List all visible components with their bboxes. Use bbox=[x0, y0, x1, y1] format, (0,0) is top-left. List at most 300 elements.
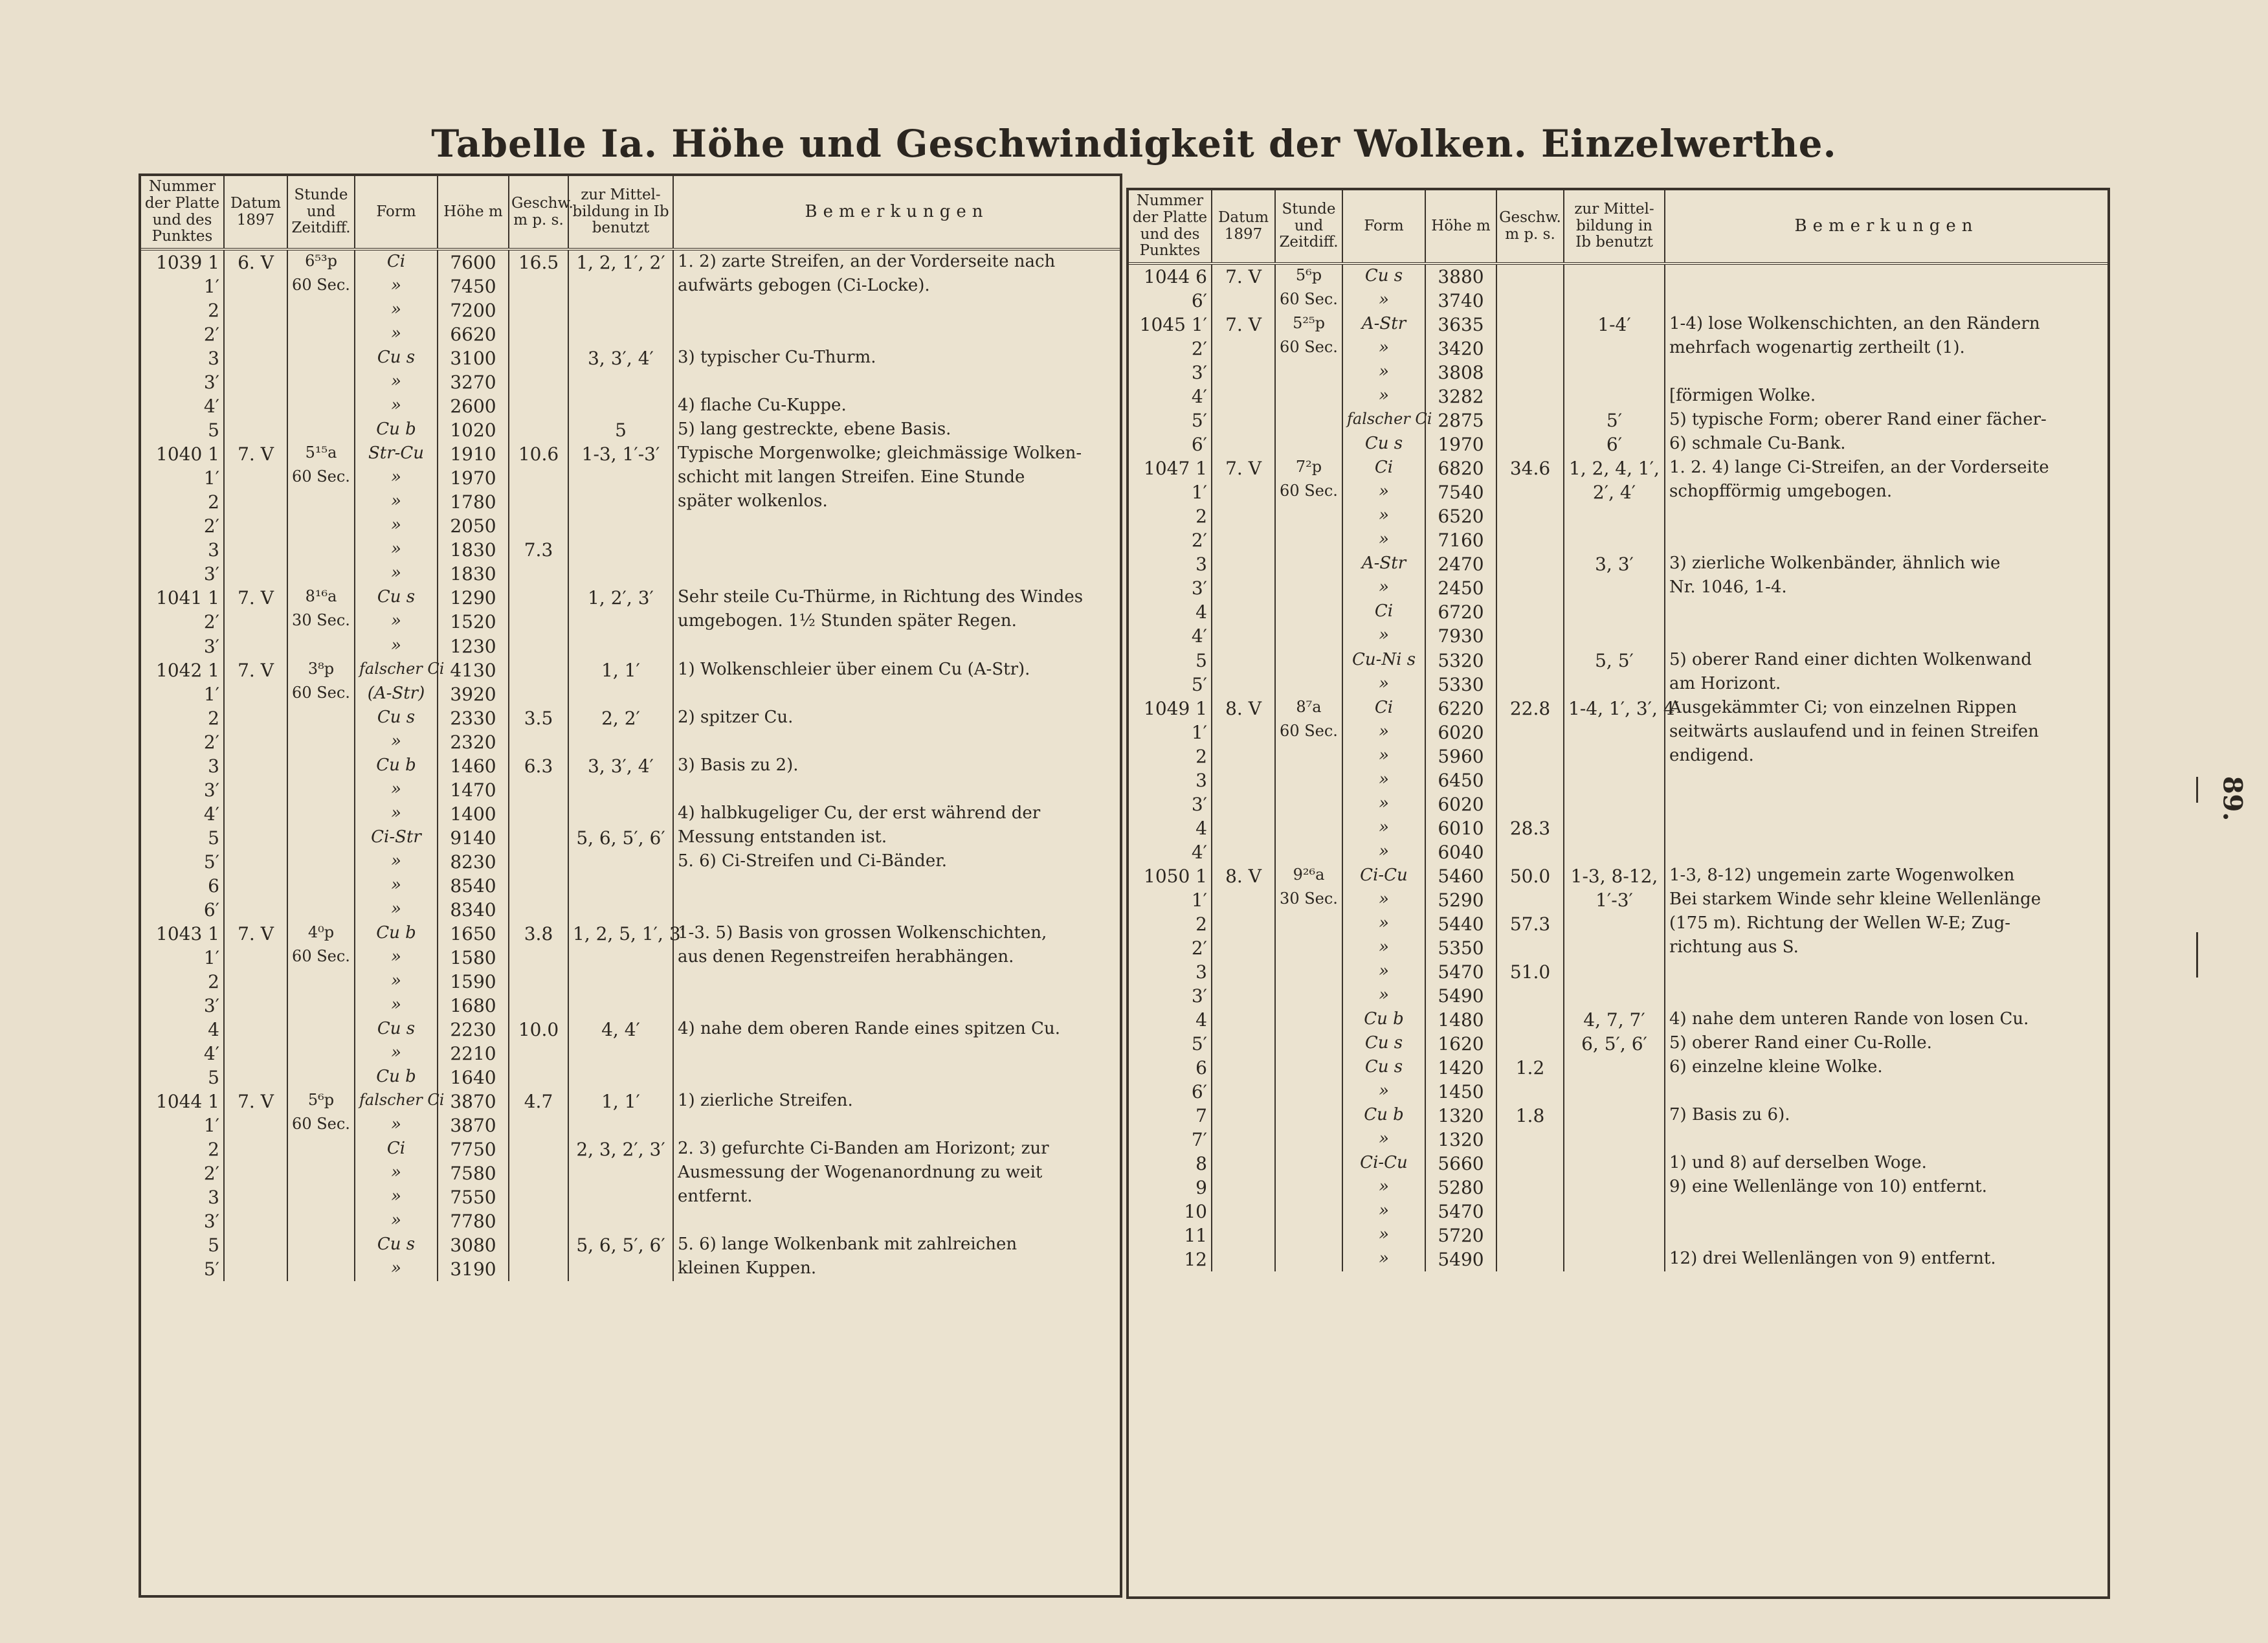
cell-bemerkungen bbox=[673, 562, 1120, 586]
cell-hoehe: 1470 bbox=[438, 778, 509, 802]
table-row bbox=[1129, 1008, 2107, 1032]
cell-hoehe: 2230 bbox=[438, 1018, 509, 1042]
table-row bbox=[141, 634, 1120, 658]
table-row bbox=[141, 898, 1120, 922]
cell-bemerkungen: 5) lang gestreckte, ebene Basis. bbox=[678, 419, 951, 440]
cell-bemerkungen bbox=[1665, 600, 2107, 624]
cell-form: Ci-Str bbox=[355, 826, 438, 850]
table-row bbox=[141, 466, 1120, 490]
cell-datum bbox=[1212, 432, 1275, 456]
cell-form: » bbox=[1342, 721, 1425, 744]
cell-stunde bbox=[1275, 673, 1342, 697]
cell-geschw bbox=[1496, 408, 1564, 432]
table-row bbox=[1129, 960, 2107, 984]
cell-datum bbox=[1212, 984, 1275, 1008]
table-row bbox=[141, 706, 1120, 730]
cell-stunde bbox=[1275, 576, 1342, 600]
cell-mittel: 5 bbox=[568, 418, 673, 442]
cell-datum bbox=[224, 514, 287, 538]
cell-mittel: 1-4, 1′, 3′, 4′ bbox=[1564, 697, 1665, 721]
header-nummer: Nummer der Platte und des Punktes bbox=[1129, 190, 1212, 263]
table-row bbox=[1129, 408, 2107, 432]
cell-mittel: 5′ bbox=[1564, 408, 1665, 432]
cell-geschw bbox=[1496, 840, 1564, 864]
cell-form: » bbox=[355, 562, 438, 586]
cell-bemerkungen: kleinen Kuppen. bbox=[678, 1258, 817, 1279]
cell-bemerkungen: Ausgekämmter Ci; von einzelnen Rippen bbox=[1669, 697, 2017, 717]
cell-form: Ci bbox=[355, 1137, 438, 1161]
table-row bbox=[1129, 1128, 2107, 1152]
cell-form: » bbox=[355, 970, 438, 994]
cell-mittel: 1-3, 1′-3′ bbox=[568, 442, 673, 466]
cell-nummer: 3′ bbox=[141, 634, 224, 658]
table-row bbox=[141, 970, 1120, 994]
table-row bbox=[1129, 792, 2107, 816]
cell-hoehe: 3080 bbox=[438, 1233, 509, 1257]
header-mittel: zur Mittel-bildung in Ib benutzt bbox=[1564, 190, 1665, 263]
cell-mittel: 5, 6, 5′, 6′ bbox=[568, 1233, 673, 1257]
cell-hoehe: 3870 bbox=[438, 1090, 509, 1113]
cell-mittel bbox=[568, 778, 673, 802]
cell-hoehe: 1320 bbox=[1425, 1104, 1496, 1128]
cell-geschw bbox=[1496, 576, 1564, 600]
cell-geschw: 3.8 bbox=[509, 922, 568, 946]
cell-bemerkungen bbox=[1665, 984, 2107, 1008]
table-row bbox=[1129, 1152, 2107, 1176]
table-row bbox=[141, 1042, 1120, 1066]
cell-geschw: 16.5 bbox=[509, 249, 568, 274]
cell-stunde bbox=[1275, 1247, 1342, 1271]
header-form: Form bbox=[355, 176, 438, 249]
cell-form: Cu s bbox=[355, 346, 438, 370]
cell-hoehe: 5460 bbox=[1425, 864, 1496, 888]
cell-geschw bbox=[1496, 385, 1564, 408]
cell-stunde bbox=[1275, 1008, 1342, 1032]
cell-form: Cu b bbox=[1342, 1104, 1425, 1128]
cell-nummer: 10 bbox=[1129, 1200, 1212, 1224]
cell-nummer: 3′ bbox=[1129, 984, 1212, 1008]
cell-mittel bbox=[1564, 721, 1665, 744]
cell-nummer: 1044 6 bbox=[1129, 263, 1212, 289]
cell-mittel bbox=[568, 850, 673, 874]
cell-stunde bbox=[1275, 1224, 1342, 1247]
cell-form: » bbox=[1342, 744, 1425, 768]
cell-datum bbox=[1212, 385, 1275, 408]
cell-datum bbox=[1212, 1056, 1275, 1080]
cell-bemerkungen bbox=[673, 634, 1120, 658]
cell-bemerkungen: 3) Basis zu 2). bbox=[678, 755, 799, 775]
table-row bbox=[141, 994, 1120, 1018]
cell-stunde bbox=[1275, 1104, 1342, 1128]
cell-bemerkungen: später wolkenlos. bbox=[678, 491, 828, 511]
cell-stunde bbox=[287, 850, 355, 874]
cell-datum bbox=[224, 562, 287, 586]
cell-stunde bbox=[287, 562, 355, 586]
cell-bemerkungen bbox=[1665, 840, 2107, 864]
cell-nummer: 6′ bbox=[1129, 289, 1212, 313]
cell-geschw bbox=[1496, 936, 1564, 960]
cell-mittel bbox=[1564, 528, 1665, 552]
cell-mittel bbox=[1564, 1152, 1665, 1176]
cell-form: » bbox=[355, 1209, 438, 1233]
cell-nummer: 1041 1 bbox=[141, 586, 224, 610]
cell-nummer: 5′ bbox=[141, 1257, 224, 1281]
cell-bemerkungen: (175 m). Richtung der Wellen W-E; Zug- bbox=[1669, 913, 2011, 933]
cell-datum: 7. V bbox=[1212, 313, 1275, 337]
cell-bemerkungen: 5) oberer Rand einer Cu-Rolle. bbox=[1669, 1033, 1932, 1053]
cell-form: » bbox=[1342, 1128, 1425, 1152]
cell-geschw bbox=[509, 490, 568, 514]
cell-bemerkungen bbox=[1665, 960, 2107, 984]
table-row bbox=[1129, 721, 2107, 744]
cell-geschw bbox=[509, 610, 568, 634]
table-row bbox=[141, 682, 1120, 706]
cell-mittel: 1, 1′ bbox=[568, 1090, 673, 1113]
table-row bbox=[141, 538, 1120, 562]
cell-nummer: 8 bbox=[1129, 1152, 1212, 1176]
cell-bemerkungen: 1) zierliche Streifen. bbox=[678, 1091, 853, 1111]
table-header bbox=[141, 176, 1120, 249]
cell-mittel bbox=[1564, 912, 1665, 936]
cell-datum bbox=[1212, 1080, 1275, 1104]
cell-datum bbox=[1212, 361, 1275, 385]
cell-form: » bbox=[1342, 361, 1425, 385]
cell-form: » bbox=[355, 1161, 438, 1185]
cell-datum bbox=[1212, 576, 1275, 600]
cell-bemerkungen: 1) Wolkenschleier über einem Cu (A-Str). bbox=[678, 659, 1030, 679]
cell-mittel bbox=[568, 1113, 673, 1137]
cell-datum: 7. V bbox=[1212, 456, 1275, 480]
cell-datum bbox=[1212, 480, 1275, 504]
cell-geschw bbox=[1496, 528, 1564, 552]
cell-nummer: 1047 1 bbox=[1129, 456, 1212, 480]
cell-form: Cu s bbox=[1342, 1032, 1425, 1056]
cell-stunde bbox=[287, 1209, 355, 1233]
cell-geschw bbox=[509, 1066, 568, 1090]
cell-bemerkungen: 1. 2) zarte Streifen, an der Vorderseite nach bbox=[678, 252, 1056, 271]
cell-stunde: 9²⁶a bbox=[1275, 864, 1342, 888]
cell-hoehe: 3920 bbox=[438, 682, 509, 706]
cell-geschw bbox=[1496, 504, 1564, 528]
cell-nummer: 2 bbox=[1129, 912, 1212, 936]
cell-nummer: 6 bbox=[141, 874, 224, 898]
cell-mittel bbox=[568, 538, 673, 562]
table-row bbox=[1129, 1224, 2107, 1247]
cell-form: » bbox=[355, 730, 438, 754]
table-row bbox=[1129, 912, 2107, 936]
table-row bbox=[141, 1066, 1120, 1090]
cell-stunde: 5⁶p bbox=[287, 1090, 355, 1113]
cell-hoehe: 1650 bbox=[438, 922, 509, 946]
cell-stunde bbox=[287, 754, 355, 778]
cell-nummer: 3′ bbox=[141, 778, 224, 802]
cell-nummer: 1049 1 bbox=[1129, 697, 1212, 721]
table-row bbox=[141, 1209, 1120, 1233]
cell-datum bbox=[224, 826, 287, 850]
cell-hoehe: 7600 bbox=[438, 249, 509, 274]
table-row bbox=[141, 298, 1120, 322]
cell-nummer: 1′ bbox=[1129, 480, 1212, 504]
cell-geschw bbox=[1496, 624, 1564, 648]
cell-geschw bbox=[1496, 1152, 1564, 1176]
cell-hoehe: 6720 bbox=[1425, 600, 1496, 624]
cell-bemerkungen bbox=[1665, 289, 2107, 313]
cell-form: Ci bbox=[355, 249, 438, 274]
cell-mittel bbox=[568, 370, 673, 394]
cell-form: A-Str bbox=[1342, 552, 1425, 576]
cell-mittel bbox=[1564, 792, 1665, 816]
cell-hoehe: 8540 bbox=[438, 874, 509, 898]
cell-bemerkungen: 2. 3) gefurchte Ci-Banden am Horizont; zur bbox=[678, 1139, 1049, 1159]
cell-datum bbox=[1212, 840, 1275, 864]
cell-nummer: 5′ bbox=[1129, 408, 1212, 432]
cell-form: Cu b bbox=[355, 418, 438, 442]
cell-form: (A-Str) bbox=[355, 682, 438, 706]
cell-form: » bbox=[1342, 984, 1425, 1008]
cell-geschw bbox=[509, 970, 568, 994]
cell-datum bbox=[224, 754, 287, 778]
cell-form: Ci bbox=[1342, 697, 1425, 721]
cell-hoehe: 7930 bbox=[1425, 624, 1496, 648]
cell-datum bbox=[224, 466, 287, 490]
table-row bbox=[1129, 673, 2107, 697]
cell-datum bbox=[224, 1113, 287, 1137]
cell-stunde bbox=[1275, 432, 1342, 456]
cell-nummer: 1045 1′ bbox=[1129, 313, 1212, 337]
cell-stunde bbox=[287, 874, 355, 898]
cell-form: Cu s bbox=[355, 586, 438, 610]
cell-geschw bbox=[509, 994, 568, 1018]
cell-stunde bbox=[1275, 600, 1342, 624]
cell-nummer: 3 bbox=[141, 346, 224, 370]
cell-mittel bbox=[1564, 1176, 1665, 1200]
cell-nummer: 2′ bbox=[141, 730, 224, 754]
cell-geschw bbox=[509, 346, 568, 370]
cell-mittel: 6′ bbox=[1564, 432, 1665, 456]
cell-hoehe: 1830 bbox=[438, 538, 509, 562]
cell-datum bbox=[224, 538, 287, 562]
table-row bbox=[1129, 697, 2107, 721]
table-row bbox=[1129, 1032, 2107, 1056]
cell-mittel bbox=[1564, 1224, 1665, 1247]
table-row bbox=[141, 874, 1120, 898]
cell-stunde bbox=[1275, 649, 1342, 673]
cell-nummer: 3 bbox=[141, 1185, 224, 1209]
cell-hoehe: 5490 bbox=[1425, 984, 1496, 1008]
cell-bemerkungen: aus denen Regenstreifen herabhängen. bbox=[678, 946, 1014, 967]
cell-nummer: 1′ bbox=[141, 1113, 224, 1137]
cell-mittel bbox=[1564, 1104, 1665, 1128]
cell-mittel bbox=[568, 874, 673, 898]
cell-bemerkungen bbox=[673, 994, 1120, 1018]
cell-geschw bbox=[1496, 289, 1564, 313]
cell-form: » bbox=[1342, 840, 1425, 864]
cell-stunde: 60 Sec. bbox=[287, 274, 355, 298]
cell-mittel: 3, 3′, 4′ bbox=[568, 754, 673, 778]
cell-mittel bbox=[568, 562, 673, 586]
cell-mittel bbox=[568, 946, 673, 970]
cell-geschw bbox=[509, 802, 568, 826]
cell-geschw bbox=[509, 1137, 568, 1161]
cell-mittel bbox=[568, 394, 673, 418]
cell-stunde bbox=[1275, 385, 1342, 408]
cell-form: » bbox=[1342, 1176, 1425, 1200]
cell-mittel bbox=[1564, 1056, 1665, 1080]
cell-mittel bbox=[1564, 936, 1665, 960]
cell-form: » bbox=[355, 1113, 438, 1137]
cell-stunde: 60 Sec. bbox=[1275, 721, 1342, 744]
cell-mittel: 2, 3, 2′, 3′ bbox=[568, 1137, 673, 1161]
cell-mittel: 4, 4′ bbox=[568, 1018, 673, 1042]
cell-stunde: 60 Sec. bbox=[287, 466, 355, 490]
cell-hoehe: 1910 bbox=[438, 442, 509, 466]
cell-geschw bbox=[509, 1257, 568, 1281]
cell-hoehe: 1480 bbox=[1425, 1008, 1496, 1032]
cell-datum bbox=[1212, 1176, 1275, 1200]
cell-datum bbox=[224, 706, 287, 730]
cell-stunde bbox=[287, 1185, 355, 1209]
cell-hoehe: 1970 bbox=[438, 466, 509, 490]
margin-rule bbox=[2196, 932, 2198, 978]
cell-mittel bbox=[1564, 337, 1665, 361]
table-row bbox=[141, 490, 1120, 514]
cell-bemerkungen bbox=[673, 1209, 1120, 1233]
cell-bemerkungen bbox=[673, 874, 1120, 898]
cell-geschw bbox=[509, 466, 568, 490]
cell-bemerkungen: richtung aus S. bbox=[1669, 937, 1799, 957]
cell-bemerkungen: entfernt. bbox=[678, 1187, 753, 1207]
cell-datum: 7. V bbox=[1212, 263, 1275, 289]
cell-hoehe: 5350 bbox=[1425, 936, 1496, 960]
table-left bbox=[139, 173, 1122, 1598]
cell-mittel: 5, 5′ bbox=[1564, 649, 1665, 673]
cell-bemerkungen: schicht mit langen Streifen. Eine Stunde bbox=[678, 467, 1025, 487]
cell-stunde: 6⁵³p bbox=[287, 249, 355, 274]
cell-stunde bbox=[1275, 984, 1342, 1008]
cell-form: Cu s bbox=[1342, 263, 1425, 289]
cell-bemerkungen bbox=[1665, 816, 2107, 840]
cell-mittel: 1-3, 8-12, bbox=[1564, 864, 1665, 888]
cell-mittel bbox=[1564, 1128, 1665, 1152]
cell-mittel: 3, 3′, 4′ bbox=[568, 346, 673, 370]
cell-mittel bbox=[568, 1257, 673, 1281]
cell-geschw bbox=[1496, 1032, 1564, 1056]
cell-nummer: 5 bbox=[1129, 649, 1212, 673]
cell-nummer: 5 bbox=[141, 1233, 224, 1257]
table-row bbox=[141, 346, 1120, 370]
cell-nummer: 4′ bbox=[1129, 385, 1212, 408]
cell-datum bbox=[224, 418, 287, 442]
cell-nummer: 4 bbox=[1129, 600, 1212, 624]
cell-stunde bbox=[1275, 1128, 1342, 1152]
cell-nummer: 5 bbox=[141, 418, 224, 442]
cell-datum bbox=[224, 946, 287, 970]
cell-geschw bbox=[1496, 313, 1564, 337]
cell-mittel: 1-4′ bbox=[1564, 313, 1665, 337]
cell-form: Cu s bbox=[1342, 1056, 1425, 1080]
cell-form: A-Str bbox=[1342, 313, 1425, 337]
cell-geschw: 3.5 bbox=[509, 706, 568, 730]
cell-mittel bbox=[568, 682, 673, 706]
cell-form: » bbox=[355, 946, 438, 970]
cell-bemerkungen bbox=[1665, 768, 2107, 792]
cell-stunde bbox=[287, 898, 355, 922]
cell-nummer: 2′ bbox=[1129, 528, 1212, 552]
cell-form: » bbox=[1342, 673, 1425, 697]
cell-stunde bbox=[287, 706, 355, 730]
cell-hoehe: 1520 bbox=[438, 610, 509, 634]
table-row bbox=[1129, 432, 2107, 456]
cell-geschw bbox=[1496, 792, 1564, 816]
cell-nummer: 2 bbox=[141, 1137, 224, 1161]
cell-stunde: 60 Sec. bbox=[1275, 289, 1342, 313]
header-form: Form bbox=[1342, 190, 1425, 263]
cell-datum bbox=[1212, 1008, 1275, 1032]
cell-datum bbox=[224, 730, 287, 754]
cell-geschw: 10.6 bbox=[509, 442, 568, 466]
cell-hoehe: 4130 bbox=[438, 658, 509, 682]
cell-bemerkungen: 1-3. 5) Basis von grossen Wolkenschichten, bbox=[678, 922, 1047, 943]
cell-mittel bbox=[1564, 744, 1665, 768]
cell-hoehe: 9140 bbox=[438, 826, 509, 850]
cell-datum bbox=[1212, 960, 1275, 984]
cell-nummer: 2 bbox=[141, 490, 224, 514]
cell-hoehe: 6450 bbox=[1425, 768, 1496, 792]
cell-datum bbox=[224, 1018, 287, 1042]
cell-stunde: 60 Sec. bbox=[287, 1113, 355, 1137]
cell-datum bbox=[1212, 649, 1275, 673]
table-row bbox=[1129, 649, 2107, 673]
cell-nummer: 1042 1 bbox=[141, 658, 224, 682]
cell-mittel: 2, 2′ bbox=[568, 706, 673, 730]
cell-hoehe: 7580 bbox=[438, 1161, 509, 1185]
cell-geschw: 1.2 bbox=[1496, 1056, 1564, 1080]
cell-stunde: 5¹⁵a bbox=[287, 442, 355, 466]
cell-geschw: 22.8 bbox=[1496, 697, 1564, 721]
cell-bemerkungen bbox=[673, 778, 1120, 802]
cell-mittel: 4, 7, 7′ bbox=[1564, 1008, 1665, 1032]
cell-datum bbox=[1212, 744, 1275, 768]
cell-form: Cu s bbox=[1342, 432, 1425, 456]
cell-datum bbox=[1212, 1104, 1275, 1128]
cell-mittel: 1, 1′ bbox=[568, 658, 673, 682]
cell-bemerkungen: 1-3, 8-12) ungemein zarte Wogenwolken bbox=[1669, 865, 2015, 885]
header-bemerkungen: Bemerkungen bbox=[673, 176, 1120, 249]
cell-form: » bbox=[355, 850, 438, 874]
cell-nummer: 1′ bbox=[1129, 888, 1212, 912]
cell-bemerkungen: 4) halbkugeliger Cu, der erst während der bbox=[678, 803, 1041, 823]
cell-geschw bbox=[509, 826, 568, 850]
table-row bbox=[1129, 864, 2107, 888]
cell-stunde: 30 Sec. bbox=[1275, 888, 1342, 912]
table-row bbox=[1129, 504, 2107, 528]
table-row bbox=[1129, 744, 2107, 768]
cell-nummer: 4′ bbox=[141, 802, 224, 826]
cell-stunde bbox=[1275, 792, 1342, 816]
table-row bbox=[141, 274, 1120, 298]
cell-nummer: 3′ bbox=[141, 562, 224, 586]
cell-bemerkungen: Ausmessung der Wogenanordnung zu weit bbox=[678, 1163, 1043, 1183]
cell-nummer: 1043 1 bbox=[141, 922, 224, 946]
cell-mittel bbox=[1564, 385, 1665, 408]
cell-nummer: 9 bbox=[1129, 1176, 1212, 1200]
cell-form: » bbox=[355, 514, 438, 538]
cell-datum: 7. V bbox=[224, 442, 287, 466]
cell-geschw: 28.3 bbox=[1496, 816, 1564, 840]
cell-stunde bbox=[1275, 816, 1342, 840]
cell-nummer: 4′ bbox=[1129, 624, 1212, 648]
cell-stunde: 3⁸p bbox=[287, 658, 355, 682]
